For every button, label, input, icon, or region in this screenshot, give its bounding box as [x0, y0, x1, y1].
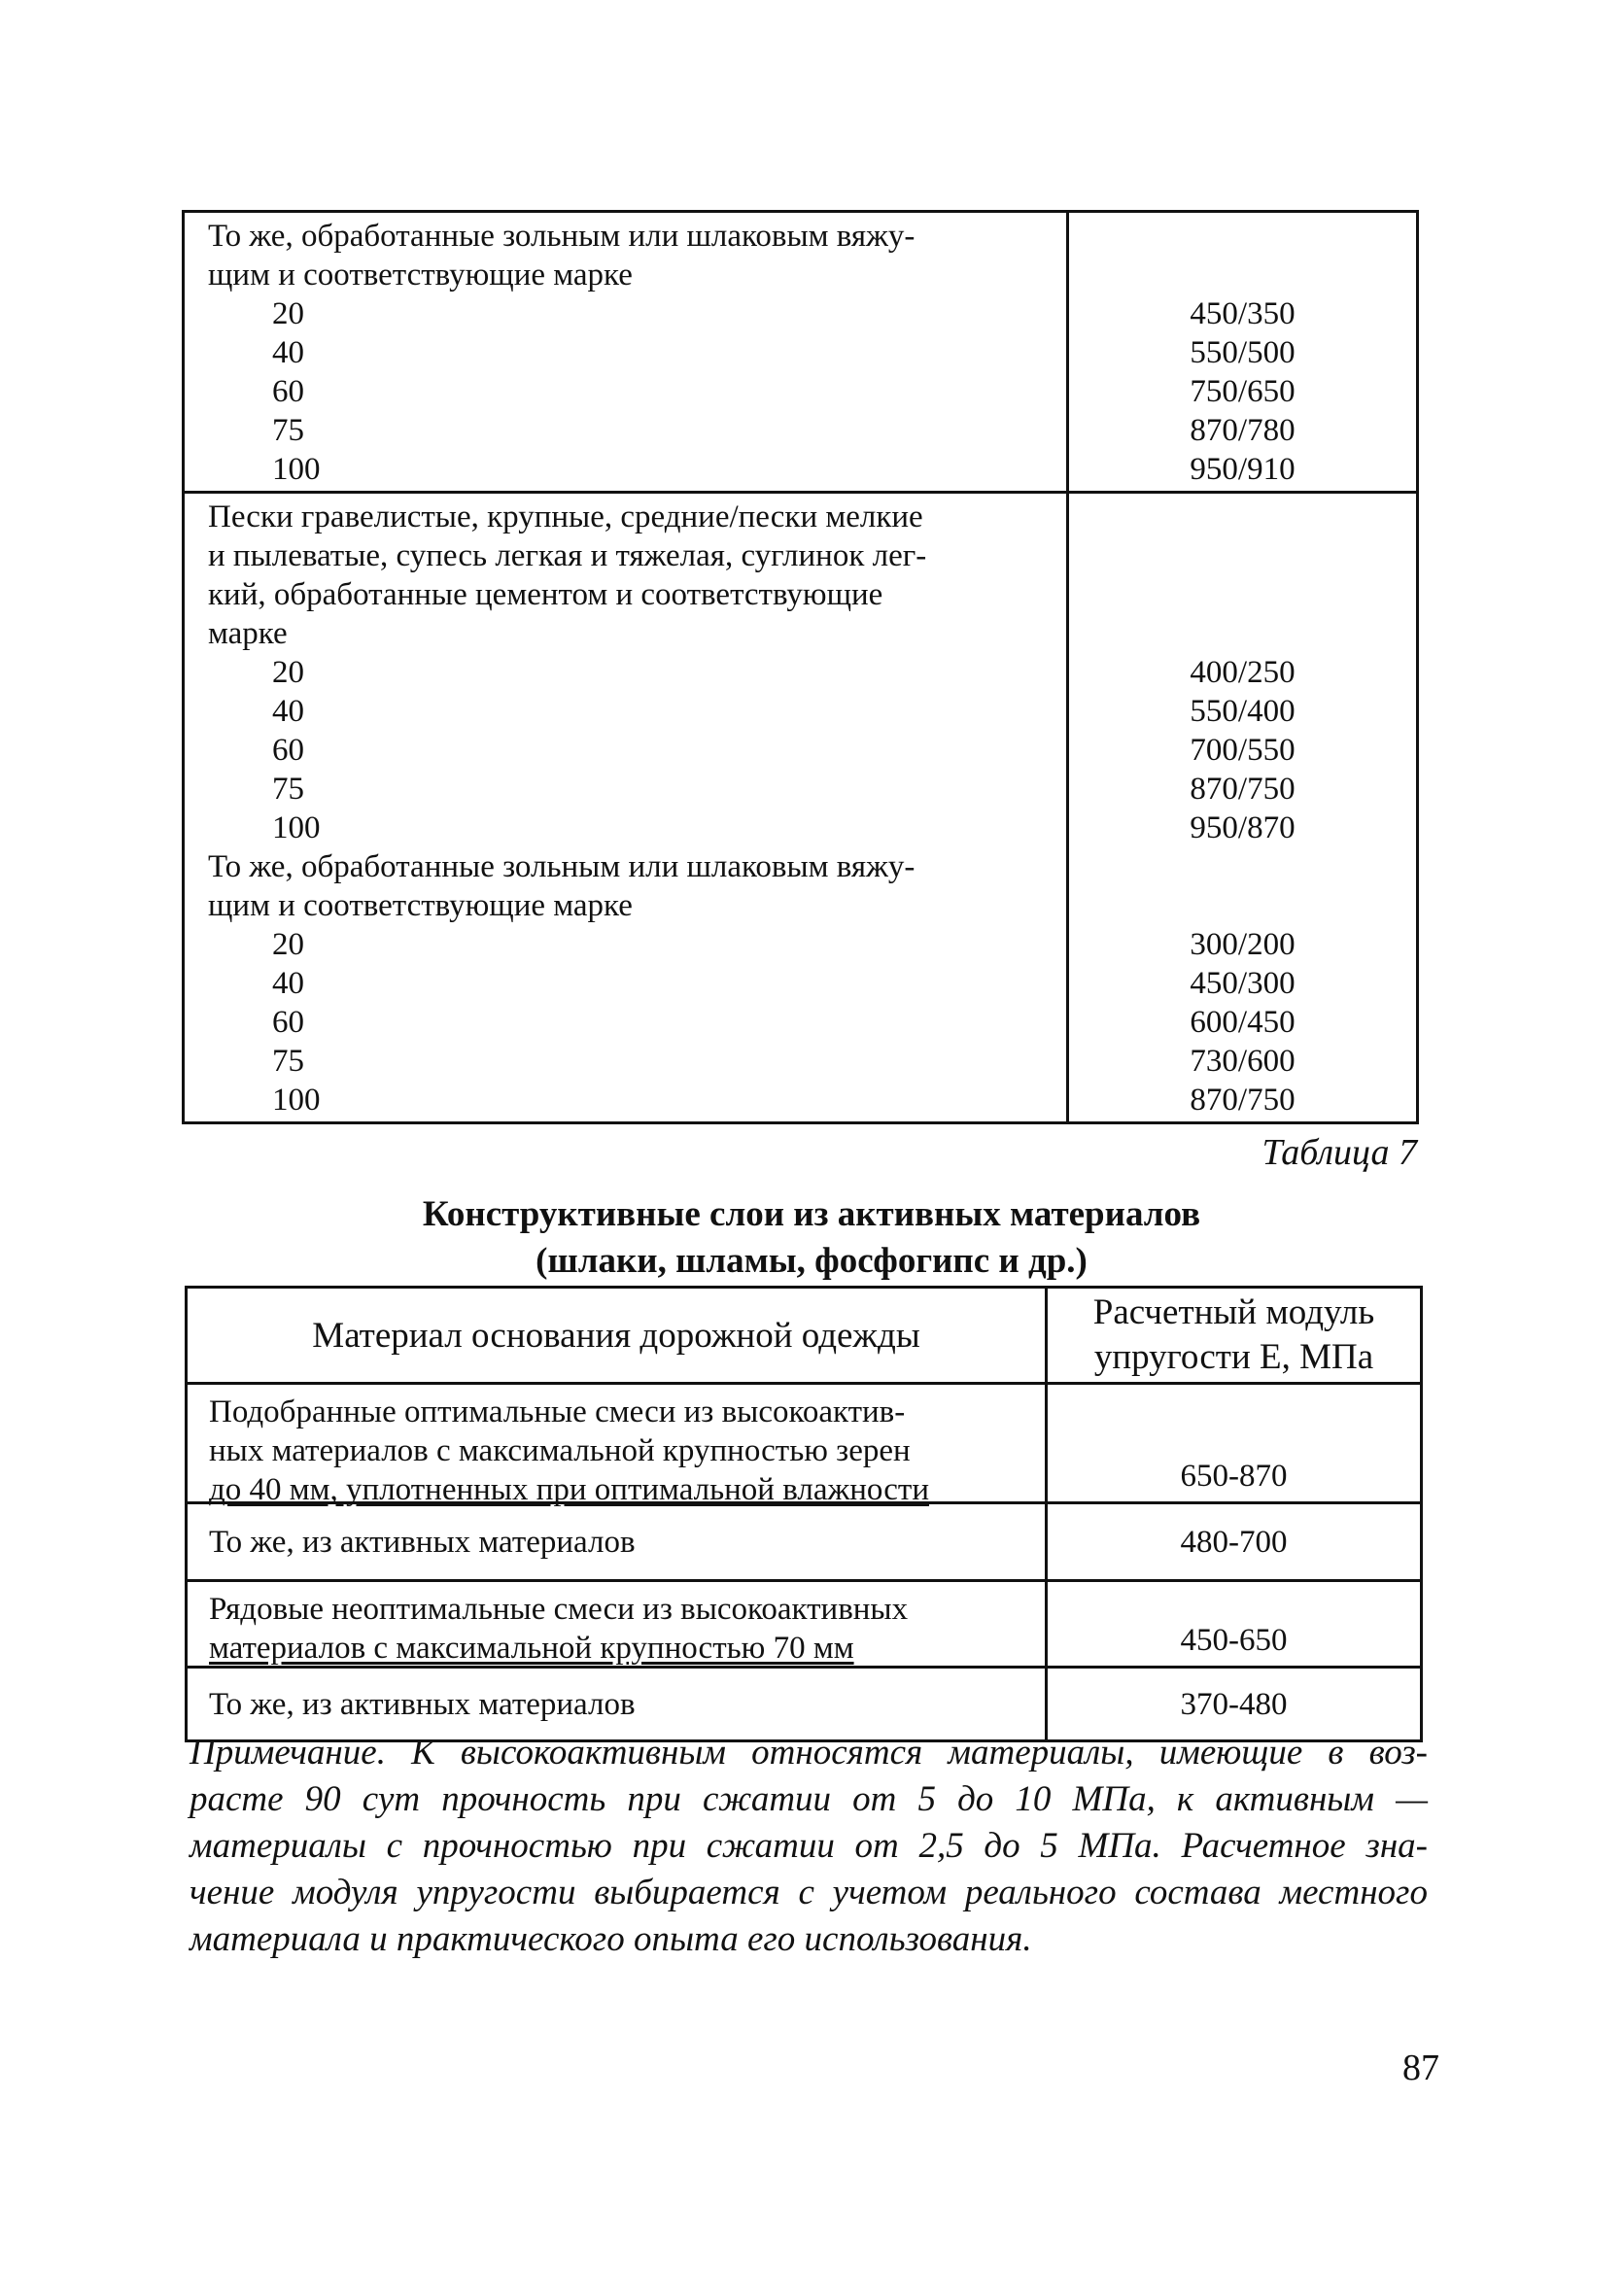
material-text: щим и соответствующие марке: [208, 888, 633, 923]
table-note: [190, 1730, 1428, 1963]
note-line: расте 90 сут прочность при сжатии от 5 до 10 МПа, к активным —: [190, 1779, 1428, 1819]
modulus-value: 550/500: [1190, 335, 1296, 370]
modulus-value: 450-650: [1180, 1623, 1288, 1658]
material-cell: [185, 494, 1069, 1121]
material-cell: [188, 1385, 1048, 1507]
material-cell: [188, 1504, 1048, 1579]
table-title: [292, 1191, 1331, 1285]
table-number-label: Таблица 7: [1261, 1132, 1417, 1173]
table-title-line: Конструктивные слои из активных материалов: [422, 1194, 1201, 1234]
grade-value: 60: [272, 733, 304, 768]
modulus-cell: [1048, 1582, 1420, 1666]
note-line: чение модуля упругости выбирается с учетом реального состава местного: [190, 1873, 1428, 1912]
material-text: То же, из активных материалов: [209, 1686, 636, 1722]
grade-value: 20: [272, 655, 304, 690]
modulus-value: 450/350: [1190, 296, 1296, 331]
material-text: Рядовые неоптимальные смеси из высокоактивных: [209, 1592, 909, 1627]
grade-value: 75: [272, 772, 304, 807]
modulus-value: 370-480: [1180, 1686, 1288, 1722]
modulus-value: 950/910: [1190, 452, 1296, 487]
modulus-value: 450/300: [1190, 966, 1296, 1001]
table-row: [188, 1666, 1420, 1739]
column-header-line: упругости Е, МПа: [1093, 1337, 1374, 1377]
material-cell: [188, 1582, 1048, 1666]
modulus-value: 750/650: [1190, 374, 1296, 409]
material-text: щим и соответствующие марке: [208, 258, 633, 293]
page-number: 87: [1402, 2048, 1439, 2088]
modulus-value: 870/750: [1190, 772, 1296, 807]
modulus-value: 550/400: [1190, 694, 1296, 729]
modulus-value: 730/600: [1190, 1044, 1296, 1079]
modulus-value: 870/750: [1190, 1083, 1296, 1118]
modulus-cell: [1069, 213, 1416, 491]
active-materials-table: [185, 1286, 1423, 1742]
grade-value: 40: [272, 694, 304, 729]
modulus-cell: [1069, 494, 1416, 1121]
materials-modulus-table-continued: [182, 210, 1419, 1124]
note-line: материала и практического опыта его использования.: [190, 1919, 1032, 1959]
modulus-value: 600/450: [1190, 1005, 1296, 1040]
material-text: То же, обработанные зольным или шлаковым вяжу-: [208, 849, 916, 884]
grade-value: 75: [272, 413, 304, 448]
material-text: материалов с максимальной крупностью 70 мм: [209, 1631, 854, 1666]
note-line: Примечание. К высокоактивным относятся материалы, имеющие в воз-: [190, 1733, 1428, 1773]
modulus-value: 480-700: [1180, 1524, 1288, 1560]
table-row: [188, 1579, 1420, 1666]
grade-value: 40: [272, 335, 304, 370]
material-text: кий, обработанные цементом и соответствующие: [208, 577, 883, 612]
grade-value: 60: [272, 1005, 304, 1040]
column-header-modulus: [1048, 1289, 1420, 1382]
material-text: Пески гравелистые, крупные, средние/пески мелкие: [208, 499, 923, 534]
table-row: [188, 1382, 1420, 1507]
grade-value: 20: [272, 296, 304, 331]
material-text: марке: [208, 616, 288, 651]
table-header-row: [188, 1289, 1420, 1382]
modulus-cell: [1048, 1504, 1420, 1579]
table-row: [185, 491, 1416, 1121]
material-text: То же, обработанные зольным или шлаковым вяжу-: [208, 219, 916, 254]
column-header-material: Материал основания дорожной одежды: [188, 1289, 1048, 1382]
grade-value: 75: [272, 1044, 304, 1079]
modulus-value: 700/550: [1190, 733, 1296, 768]
material-text: и пылеватые, супесь легкая и тяжелая, суглинок лег-: [208, 538, 927, 573]
table-row: [185, 213, 1416, 491]
grade-value: 60: [272, 374, 304, 409]
material-cell: [185, 213, 1069, 491]
material-text: Подобранные оптимальные смеси из высокоактив-: [209, 1394, 906, 1429]
grade-value: 100: [272, 452, 321, 487]
material-text: То же, из активных материалов: [209, 1524, 636, 1560]
grade-value: 100: [272, 1083, 321, 1118]
modulus-value: 650-870: [1180, 1459, 1288, 1494]
note-line: материалы с прочностью при сжатии от 2,5 до 5 МПа. Расчетное зна-: [190, 1826, 1428, 1866]
modulus-value: 300/200: [1190, 927, 1296, 962]
grade-value: 20: [272, 927, 304, 962]
table-title-line: (шлаки, шламы, фосфогипс и др.): [536, 1241, 1088, 1281]
material-text: ных материалов с максимальной крупностью зерен: [209, 1433, 911, 1468]
grade-value: 100: [272, 810, 321, 845]
modulus-value: 400/250: [1190, 655, 1296, 690]
material-text: до 40 мм, уплотненных при оптимальной влажности: [209, 1472, 929, 1507]
grade-value: 40: [272, 966, 304, 1001]
column-header-line: Расчетный модуль: [1092, 1292, 1375, 1332]
modulus-cell: [1048, 1385, 1420, 1501]
modulus-value: 950/870: [1190, 810, 1296, 845]
table-row: [188, 1501, 1420, 1579]
modulus-value: 870/780: [1190, 413, 1296, 448]
